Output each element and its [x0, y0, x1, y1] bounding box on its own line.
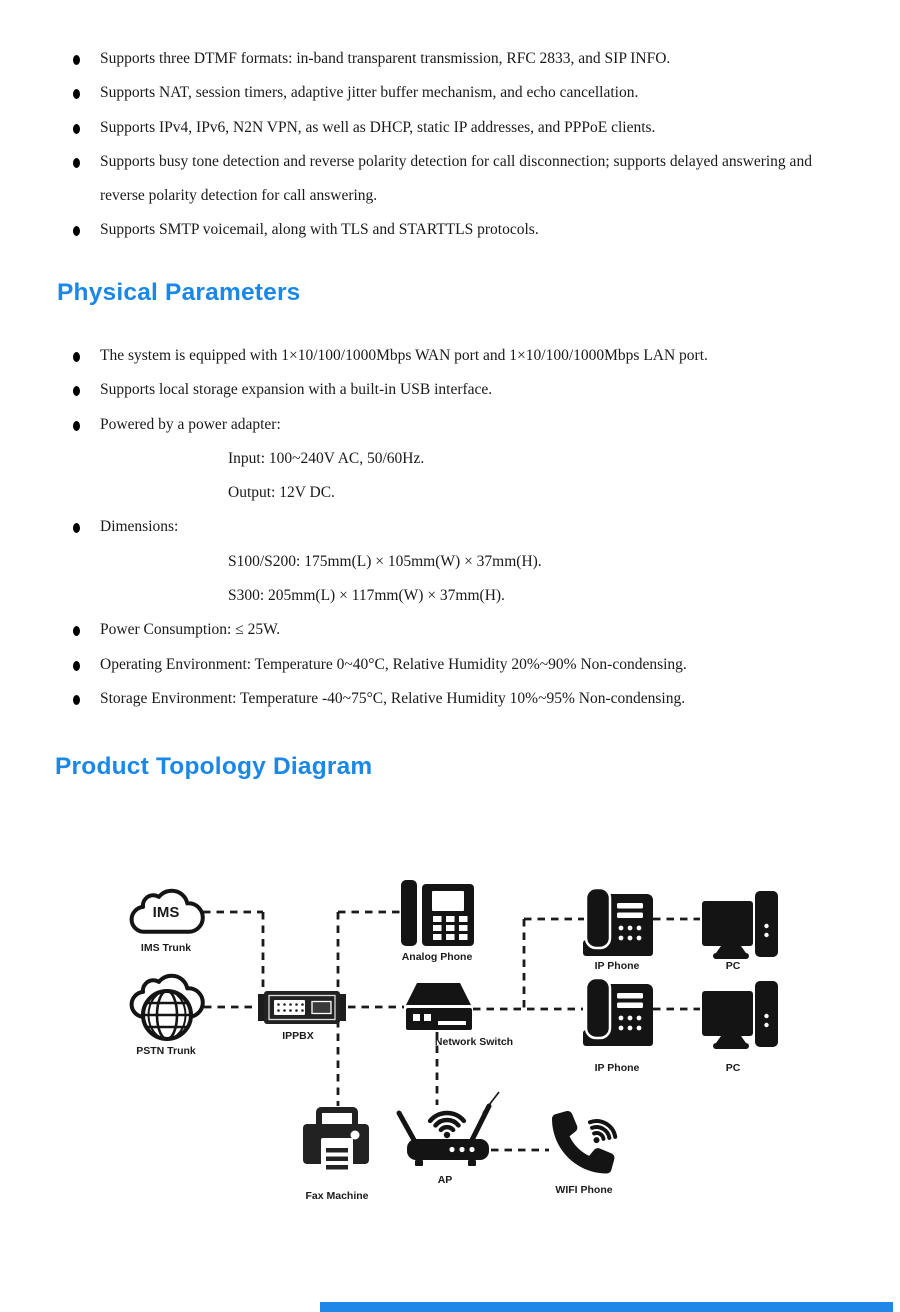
- bullet-icon: [73, 386, 80, 396]
- list-item: [70, 76, 836, 110]
- label-ap: AP: [437, 1174, 453, 1186]
- label-wifi-phone: WIFI Phone: [555, 1184, 613, 1196]
- list-item-text: Supports three DTMF formats: in-band transparent transmission, RFC 2833, and SIP INFO.: [100, 50, 671, 67]
- bullet-icon: [73, 421, 80, 431]
- bullet-icon: [73, 55, 80, 65]
- label-analog-phone: Analog Phone: [401, 951, 473, 963]
- list-subitem: [70, 545, 836, 579]
- next-page-blue-bar: [320, 1302, 893, 1312]
- label-pc-1: PC: [725, 960, 741, 972]
- list-item-text: S300: 205mm(L) × 117mm(W) × 37mm(H).: [228, 587, 505, 605]
- list-item: [70, 145, 836, 214]
- label-pc-2: PC: [725, 1062, 741, 1074]
- list-item-text: Supports busy tone detection and reverse polarity detection for call disconnection; supports delayed answering and reverse polarity detection for call answering.: [100, 152, 812, 205]
- bullet-icon: [73, 352, 80, 362]
- bullet-icon: [73, 626, 80, 636]
- section-heading-physical-parameters: Physical Parameters: [57, 279, 301, 306]
- list-subitem: [70, 579, 836, 613]
- list-item: [70, 613, 836, 647]
- label-ippbx: IPPBX: [282, 1030, 314, 1042]
- ippbx-icon: [258, 991, 346, 1024]
- list-item-text: Input: 100~240V AC, 50/60Hz.: [228, 449, 425, 467]
- bullet-icon: [73, 523, 80, 533]
- list-item-text: Operating Environment: Temperature 0~40°C, Relative Humidity 20%~90% Non-condensing.: [100, 655, 687, 673]
- label-ip-phone-2: IP Phone: [594, 1062, 640, 1074]
- list-item-text: Supports SMTP voicemail, along with TLS and STARTTLS protocols.: [100, 221, 539, 239]
- list-item-text: Supports IPv4, IPv6, N2N VPN, as well as DHCP, static IP addresses, and PPPoE clients.: [100, 118, 656, 136]
- physical-parameters-list: [70, 339, 836, 716]
- list-item: [70, 42, 836, 76]
- ims-cloud-text: IMS: [152, 904, 180, 921]
- label-ip-phone-1: IP Phone: [594, 960, 640, 972]
- wifi-phone-icon: [552, 1111, 619, 1173]
- list-item: [70, 648, 836, 682]
- bullet-icon: [73, 226, 80, 236]
- list-item-text: Supports NAT, session timers, adaptive jitter buffer mechanism, and echo cancellation.: [100, 84, 639, 102]
- network-switch-icon: [406, 983, 472, 1030]
- bullet-icon: [73, 89, 80, 99]
- list-item-text: Power Consumption: ≤ 25W.: [100, 621, 281, 639]
- label-pstn-trunk: PSTN Trunk: [136, 1045, 196, 1057]
- list-item: [70, 213, 836, 247]
- bullet-icon: [73, 695, 80, 705]
- topology-diagram-svg: [100, 855, 800, 1215]
- list-item-text: Dimensions:: [100, 518, 179, 536]
- analog-phone-icon: [401, 880, 474, 946]
- list-subitem: [70, 442, 836, 476]
- bullet-icon: [73, 124, 80, 134]
- ip-phone-1-icon: [583, 888, 653, 956]
- fax-machine-icon: [303, 1110, 369, 1178]
- pc-2-icon: [702, 981, 778, 1049]
- label-network-switch: Network Switch: [434, 1036, 514, 1048]
- bullet-icon: [73, 158, 80, 168]
- label-ims-trunk: IMS Trunk: [140, 942, 192, 954]
- list-item: [70, 682, 836, 716]
- ip-phone-2-icon: [583, 978, 653, 1046]
- pstn-globe-icon: [132, 976, 203, 1039]
- list-item-text: Storage Environment: Temperature -40~75°C, Relative Humidity 10%~95% Non-condensing.: [100, 689, 686, 707]
- list-item: [70, 111, 836, 145]
- list-item-text: Supports local storage expansion with a built-in USB interface.: [100, 381, 493, 399]
- feature-list: [70, 42, 836, 248]
- list-item: [70, 339, 836, 373]
- ap-icon: [399, 1092, 499, 1166]
- ims-cloud-icon: [132, 891, 203, 932]
- list-item: [70, 510, 836, 544]
- list-item-text: Powered by a power adapter:: [100, 415, 281, 433]
- topology-diagram: [100, 855, 800, 1215]
- list-item-text: The system is equipped with 1×10/100/1000Mbps WAN port and 1×10/100/1000Mbps LAN port.: [100, 347, 708, 364]
- list-item-text: Output: 12V DC.: [228, 484, 335, 502]
- section-heading-topology: Product Topology Diagram: [55, 753, 373, 780]
- pc-1-icon: [702, 891, 778, 959]
- list-subitem: [70, 476, 836, 510]
- bullet-icon: [73, 661, 80, 671]
- list-item: [70, 373, 836, 407]
- list-item: [70, 408, 836, 442]
- list-item-text: S100/S200: 175mm(L) × 105mm(W) × 37mm(H).: [228, 552, 542, 570]
- label-fax-machine: Fax Machine: [305, 1190, 369, 1202]
